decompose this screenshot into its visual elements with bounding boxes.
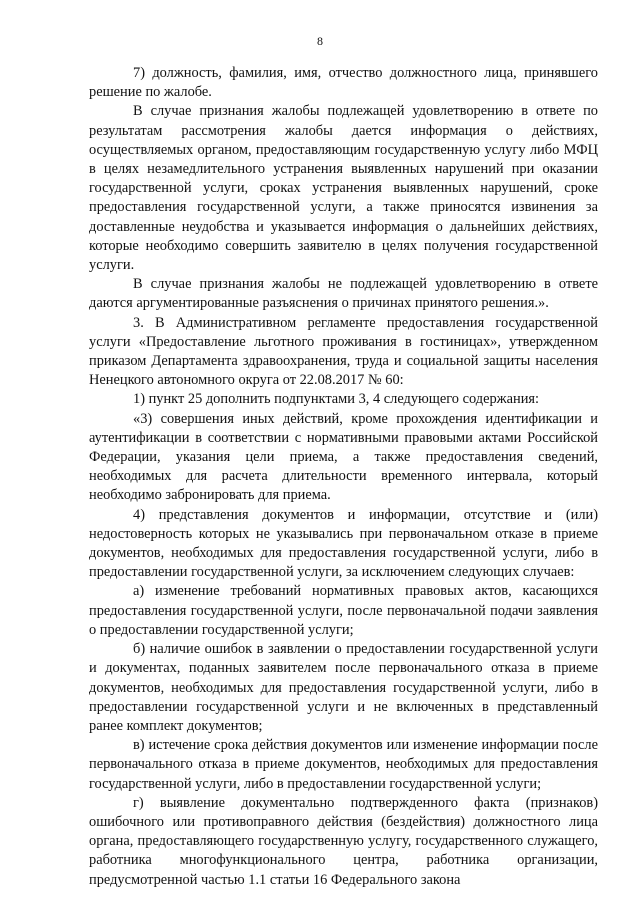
paragraph-case-g: г) выявление документально подтвержденного факта (признаков) ошибочного или противоправного действия (бездействия) должностного лица органа, предоставляющего государственную услугу, государственного служащего, работника многофункционального центра, работника организации, предусмотренной частью 1.1 статьи 16 Федерального закона [89, 794, 598, 888]
paragraph-section-3: 3. В Административном регламенте предоставления государственной услуги «Предоставление льготного проживания в гостиницах», утвержденном приказом Департамента здравоохранения, труда и социальной защиты населения Ненецкого автономного округа от 22.08.2017 № 60: [89, 314, 598, 389]
paragraph-item-7: 7) должность, фамилия, имя, отчество должностного лица, принявшего решение по жалобе. [89, 65, 598, 101]
page-number: 8 [317, 34, 323, 48]
paragraph-subitem-3: «3) совершения иных действий, кроме прохождения идентификации и аутентификации в соответствии с нормативными правовыми актами Российской Федерации, указания цели приема, а также предоставления сведений, необходимых для расчета длительности временного интервала, который необходимо забронировать для приема. [89, 410, 598, 504]
paragraph-case-v: в) истечение срока действия документов или изменение информации после первоначального отказа в приеме документов, необходимых для предоставления государственной услуги, либо в предоставлении государственной услуги; [89, 737, 598, 792]
paragraph-case-b: б) наличие ошибок в заявлении о предоставлении государственной услуги и документах, поданных заявителем после первоначального отказа в приеме документов, необходимых для предоставления государственной услуги, либо в предоставлении государственной услуги и не включенных в представленный ранее комплект документов; [89, 641, 598, 734]
paragraph-case-a: а) изменение требований нормативных правовых актов, касающихся предоставления государственной услуги, после первоначальной подачи заявления о предоставлении государственной услуги; [89, 583, 598, 638]
document-body [89, 64, 598, 890]
paragraph-complaint-satisfied: В случае признания жалобы подлежащей удовлетворению в ответе по результатам рассмотрения жалобы дается информация о действиях, осуществляемых органом, предоставляющим государственную услугу либо МФЦ в целях незамедлительного устранения выявленных нарушений при оказании государственной услуги, сроках устранения выявленных нарушений, сроке предоставления государственной услуги, а также приносятся извинения за доставленные неудобства и указывается информация о дальнейших действиях, которые необходимо совершить заявителю в целях получения государственной услуги. [89, 103, 598, 274]
paragraph-complaint-rejected: В случае признания жалобы не подлежащей удовлетворению в ответе даются аргументированные разъяснения о причинах принятого решения.». [89, 276, 598, 312]
paragraph-subitem-4: 4) представления документов и информации, отсутствие и (или) недостоверность которых не указывались при первоначальном отказе в приеме документов, необходимых для предоставления государственной услуги, либо в предоставлении государственной услуги, за исключением следующих случаев: [89, 506, 598, 581]
paragraph-subitem-1: 1) пункт 25 дополнить подпунктами 3, 4 следующего содержания: [133, 391, 540, 408]
